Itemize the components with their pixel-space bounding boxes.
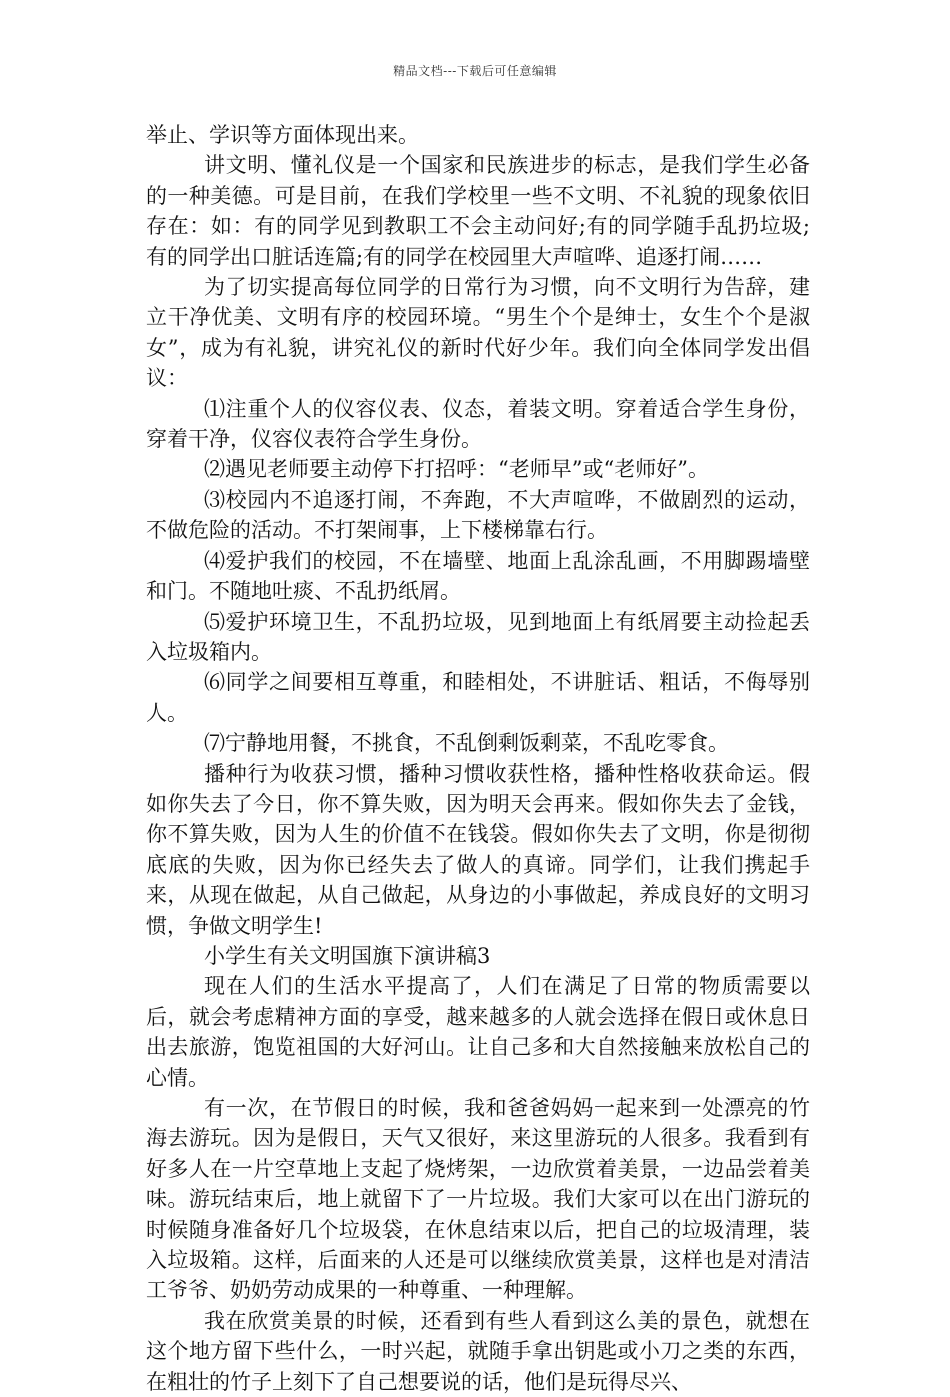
list-item: ⑹同学之间要相互尊重，和睦相处，不讲脏话、粗话，不侮辱别人。 xyxy=(146,670,810,725)
paragraph: 现在人们的生活水平提高了，人们在满足了日常的物质需要以后，就会考虑精神方面的享受，越来越多的人就会选择在假日或休息日出去旅游，饱览祖国的大好河山。让自己多和大自然接触来放松自己的心情。 xyxy=(146,974,810,1090)
list-item: ⑶校园内不追逐打闹，不奔跑，不大声喧哗，不做剧烈的运动，不做危险的活动。不打架闹事，上下楼梯靠右行。 xyxy=(146,487,810,543)
paragraph: 举止、学识等方面体现出来。 xyxy=(146,123,419,147)
paragraph: 播种行为收获习惯，播种习惯收获性格，播种性格收获命运。假如你失去了今日，你不算失败，因为明天会再来。假如你失去了金钱，你不算失败，因为人生的价值不在钱袋。假如你失去了文明，你是彻彻底底的失败，因为你已经失去了做人的真谛。同学们，让我们携起手来，从现在做起，从自己做起，从身边的小事做起，养成良好的文明习惯，争做文明学生! xyxy=(146,761,810,938)
paragraph: 为了切实提高每位同学的日常行为习惯，向不文明行为告辞，建立干净优美、文明有序的校园环境。“男生个个是绅士，女生个个是淑女”，成为有礼貌，讲究礼仪的新时代好少年。我们向全体同学发出倡议： xyxy=(146,275,810,391)
page-header: 精品文档---下载后可任意编辑 xyxy=(393,64,557,78)
paragraph: 我在欣赏美景的时候，还看到有些人看到这么美的景色，就想在这个地方留下些什么，一时兴起，就随手拿出钥匙或小刀之类的东西，在粗壮的竹子上刻下了自己想要说的话，他们是玩得尽兴、 xyxy=(146,1308,810,1394)
list-item: ⑴注重个人的仪容仪表、仪态，着装文明。穿着适合学生身份，穿着干净，仪容仪表符合学生身份。 xyxy=(146,396,810,452)
list-item: ⑸爱护环境卫生，不乱扔垃圾，见到地面上有纸屑要主动捡起丢入垃圾箱内。 xyxy=(146,609,810,664)
paragraph: 有一次，在节假日的时候，我和爸爸妈妈一起来到一处漂亮的竹海去游玩。因为是假日，天气又很好，来这里游玩的人很多。我看到有好多人在一片空草地上支起了烧烤架，一边欣赏着美景，一边品尝着美味。游玩结束后，地上就留下了一片垃圾。我们大家可以在出门游玩的时候随身准备好几个垃圾袋，在休息结束以后，把自己的垃圾清理，装入垃圾箱。这样，后面来的人还是可以继续欣赏美景，这样也是对清洁工爷爷、奶奶劳动成果的一种尊重、一种理解。 xyxy=(146,1096,810,1303)
list-item: ⑵遇见老师要主动停下打招呼：“老师早”或“老师好”。 xyxy=(204,457,709,482)
document-body xyxy=(146,120,810,1397)
section-title: 小学生有关文明国旗下演讲稿3 xyxy=(204,943,491,968)
list-item: ⑷爱护我们的校园，不在墙壁、地面上乱涂乱画，不用脚踢墙壁和门。不随地吐痰、不乱扔纸屑。 xyxy=(146,548,810,604)
paragraph: 讲文明、懂礼仪是一个国家和民族进步的标志，是我们学生必备的一种美德。可是目前，在我们学校里一些不文明、不礼貌的现象依旧存在：如：有的同学见到教职工不会主动问好;有的同学随手乱扔垃圾;有的同学出口脏话连篇;有的同学在校园里大声喧哗、追逐打闹…… xyxy=(146,153,810,269)
list-item: ⑺宁静地用餐，不挑食，不乱倒剩饭剩菜，不乱吃零食。 xyxy=(204,731,729,756)
